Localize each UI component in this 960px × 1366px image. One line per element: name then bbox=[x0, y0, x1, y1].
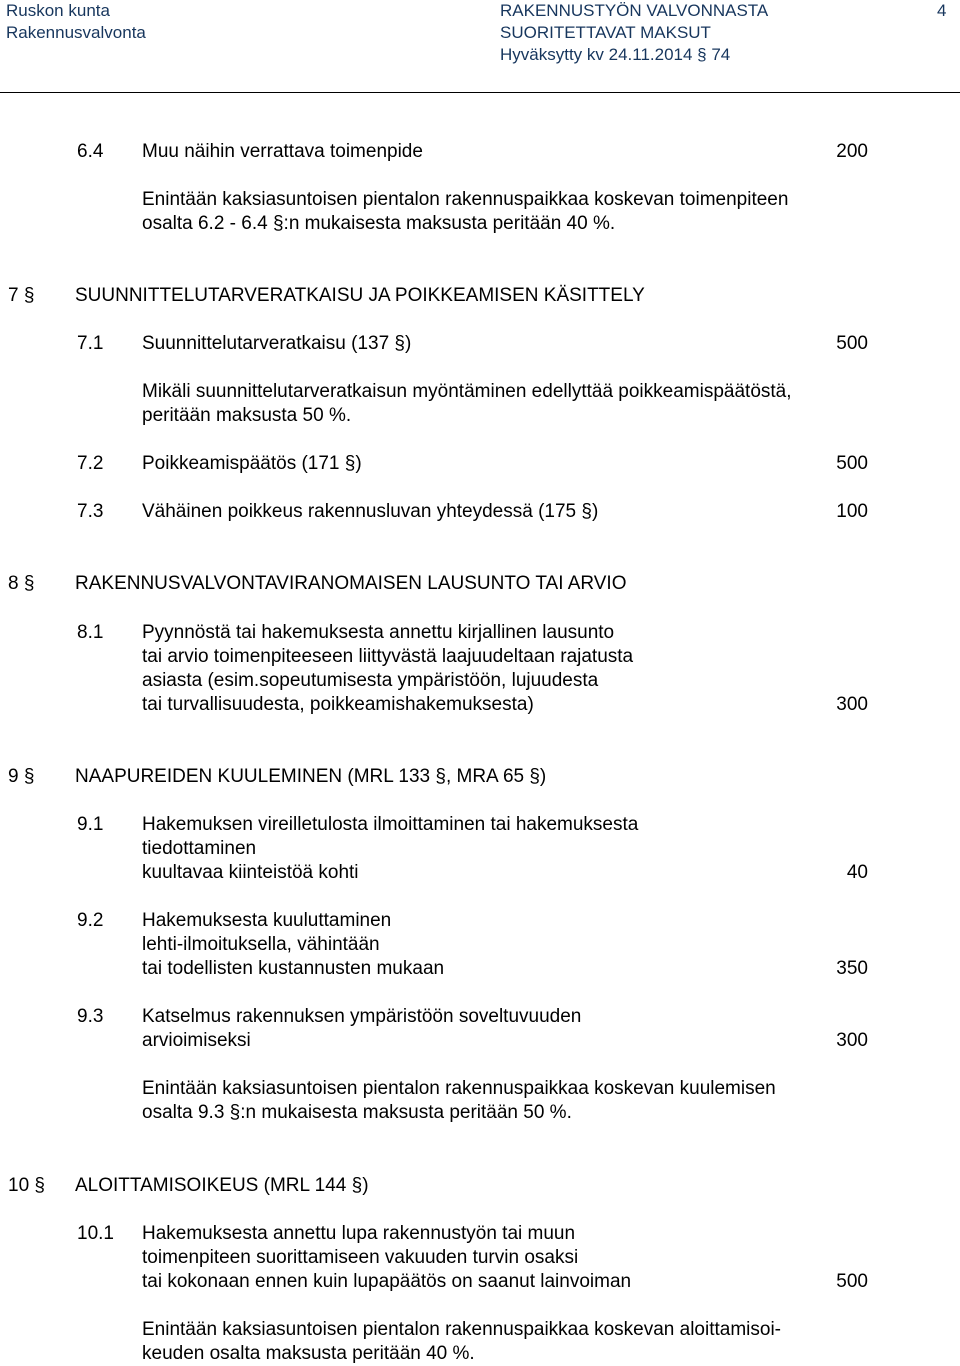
section-number: 7 § bbox=[8, 285, 35, 306]
item-text: Vähäinen poikkeus rakennusluvan yhteydessä (175 §) bbox=[142, 501, 599, 522]
item-text-line: arvioimiseksi bbox=[142, 1030, 251, 1051]
section-title: ALOITTAMISOIKEUS (MRL 144 §) bbox=[75, 1175, 369, 1196]
item-amount: 200 bbox=[836, 141, 868, 162]
item-amount: 350 bbox=[836, 958, 868, 979]
item-text-line: Pyynnöstä tai hakemuksesta annettu kirjallinen lausunto bbox=[142, 622, 615, 643]
item-text-line: Hakemuksesta annettu lupa rakennustyön tai muun bbox=[142, 1223, 576, 1244]
section-number: 8 § bbox=[8, 573, 35, 594]
item-amount: 500 bbox=[836, 453, 868, 474]
item-text-line: tai turvallisuudesta, poikkeamishakemuksesta) bbox=[142, 694, 534, 715]
note-line: Enintään kaksiasuntoisen pientalon rakennuspaikkaa koskevan toimenpiteen bbox=[142, 189, 789, 210]
item-text-line: tiedottaminen bbox=[142, 838, 257, 859]
note-line: keuden osalta maksusta peritään 40 %. bbox=[142, 1343, 475, 1364]
note-line: osalta 9.3 §:n mukaisesta maksusta peritään 50 %. bbox=[142, 1102, 572, 1123]
item-text-line: kuultavaa kiinteistöä kohti bbox=[142, 862, 359, 883]
note-line: Mikäli suunnittelutarveratkaisun myöntäminen edellyttää poikkeamispäätöstä, bbox=[142, 381, 792, 402]
header-department: Rakennusvalvonta bbox=[6, 23, 146, 42]
item-text-line: lehti-ilmoituksella, vähintään bbox=[142, 934, 380, 955]
section-title: SUUNNITTELUTARVERATKAISU JA POIKKEAMISEN KÄSITTELY bbox=[75, 285, 645, 306]
item-number: 7.3 bbox=[77, 501, 104, 522]
item-text-line: tai kokonaan ennen kuin lupapäätös on saanut lainvoiman bbox=[142, 1271, 632, 1292]
item-amount: 300 bbox=[836, 1030, 868, 1051]
item-amount: 500 bbox=[836, 1271, 868, 1292]
item-number: 9.2 bbox=[77, 910, 104, 931]
item-number: 9.3 bbox=[77, 1006, 104, 1027]
item-text: Suunnittelutarveratkaisu (137 §) bbox=[142, 333, 412, 354]
note-line: Enintään kaksiasuntoisen pientalon rakennuspaikkaa koskevan kuulemisen bbox=[142, 1078, 776, 1099]
item-amount: 300 bbox=[836, 694, 868, 715]
item-text-line: tai todellisten kustannusten mukaan bbox=[142, 958, 445, 979]
item-text-line: Hakemuksesta kuuluttaminen bbox=[142, 910, 392, 931]
item-amount: 40 bbox=[846, 862, 868, 883]
note-line: osalta 6.2 - 6.4 §:n mukaisesta maksusta peritään 40 %. bbox=[142, 213, 616, 234]
item-amount: 500 bbox=[836, 333, 868, 354]
header-doc-title-2: SUORITETTAVAT MAKSUT bbox=[500, 23, 711, 42]
item-text-line: toimenpiteen suorittamiseen vakuuden turvin osaksi bbox=[142, 1247, 579, 1268]
section-title: RAKENNUSVALVONTAVIRANOMAISEN LAUSUNTO TAI ARVIO bbox=[75, 573, 627, 594]
item-number: 10.1 bbox=[77, 1223, 114, 1244]
item-amount: 100 bbox=[836, 501, 868, 522]
note-line: peritään maksusta 50 %. bbox=[142, 405, 352, 426]
section-title: NAAPUREIDEN KUULEMINEN (MRL 133 §, MRA 65 §) bbox=[75, 766, 547, 787]
item-number: 7.1 bbox=[77, 333, 104, 354]
item-number: 7.2 bbox=[77, 453, 104, 474]
item-text-line: tai arvio toimenpiteeseen liittyvästä laajuudeltaan rajatusta bbox=[142, 646, 634, 667]
item-text: Poikkeamispäätös (171 §) bbox=[142, 453, 362, 474]
header-doc-title-1: RAKENNUSTYÖN VALVONNASTA bbox=[500, 1, 769, 20]
note-line: Enintään kaksiasuntoisen pientalon rakennuspaikkaa koskevan aloittamisoi- bbox=[142, 1319, 781, 1340]
section-number: 9 § bbox=[8, 766, 35, 787]
item-number: 6.4 bbox=[77, 141, 104, 162]
page-number: 4 bbox=[937, 1, 947, 20]
header-divider bbox=[0, 92, 960, 93]
item-text-line: asiasta (esim.sopeutumisesta ympäristöön, lujuudesta bbox=[142, 670, 599, 691]
section-number: 10 § bbox=[8, 1175, 45, 1196]
item-number: 8.1 bbox=[77, 622, 104, 643]
header-approved: Hyväksytty kv 24.11.2014 § 74 bbox=[500, 45, 731, 64]
header-org: Ruskon kunta bbox=[6, 1, 110, 20]
item-text: Muu näihin verrattava toimenpide bbox=[142, 141, 423, 162]
item-text-line: Katselmus rakennuksen ympäristöön soveltuvuuden bbox=[142, 1006, 582, 1027]
item-number: 9.1 bbox=[77, 814, 104, 835]
item-text-line: Hakemuksen vireilletulosta ilmoittaminen tai hakemuksesta bbox=[142, 814, 639, 835]
